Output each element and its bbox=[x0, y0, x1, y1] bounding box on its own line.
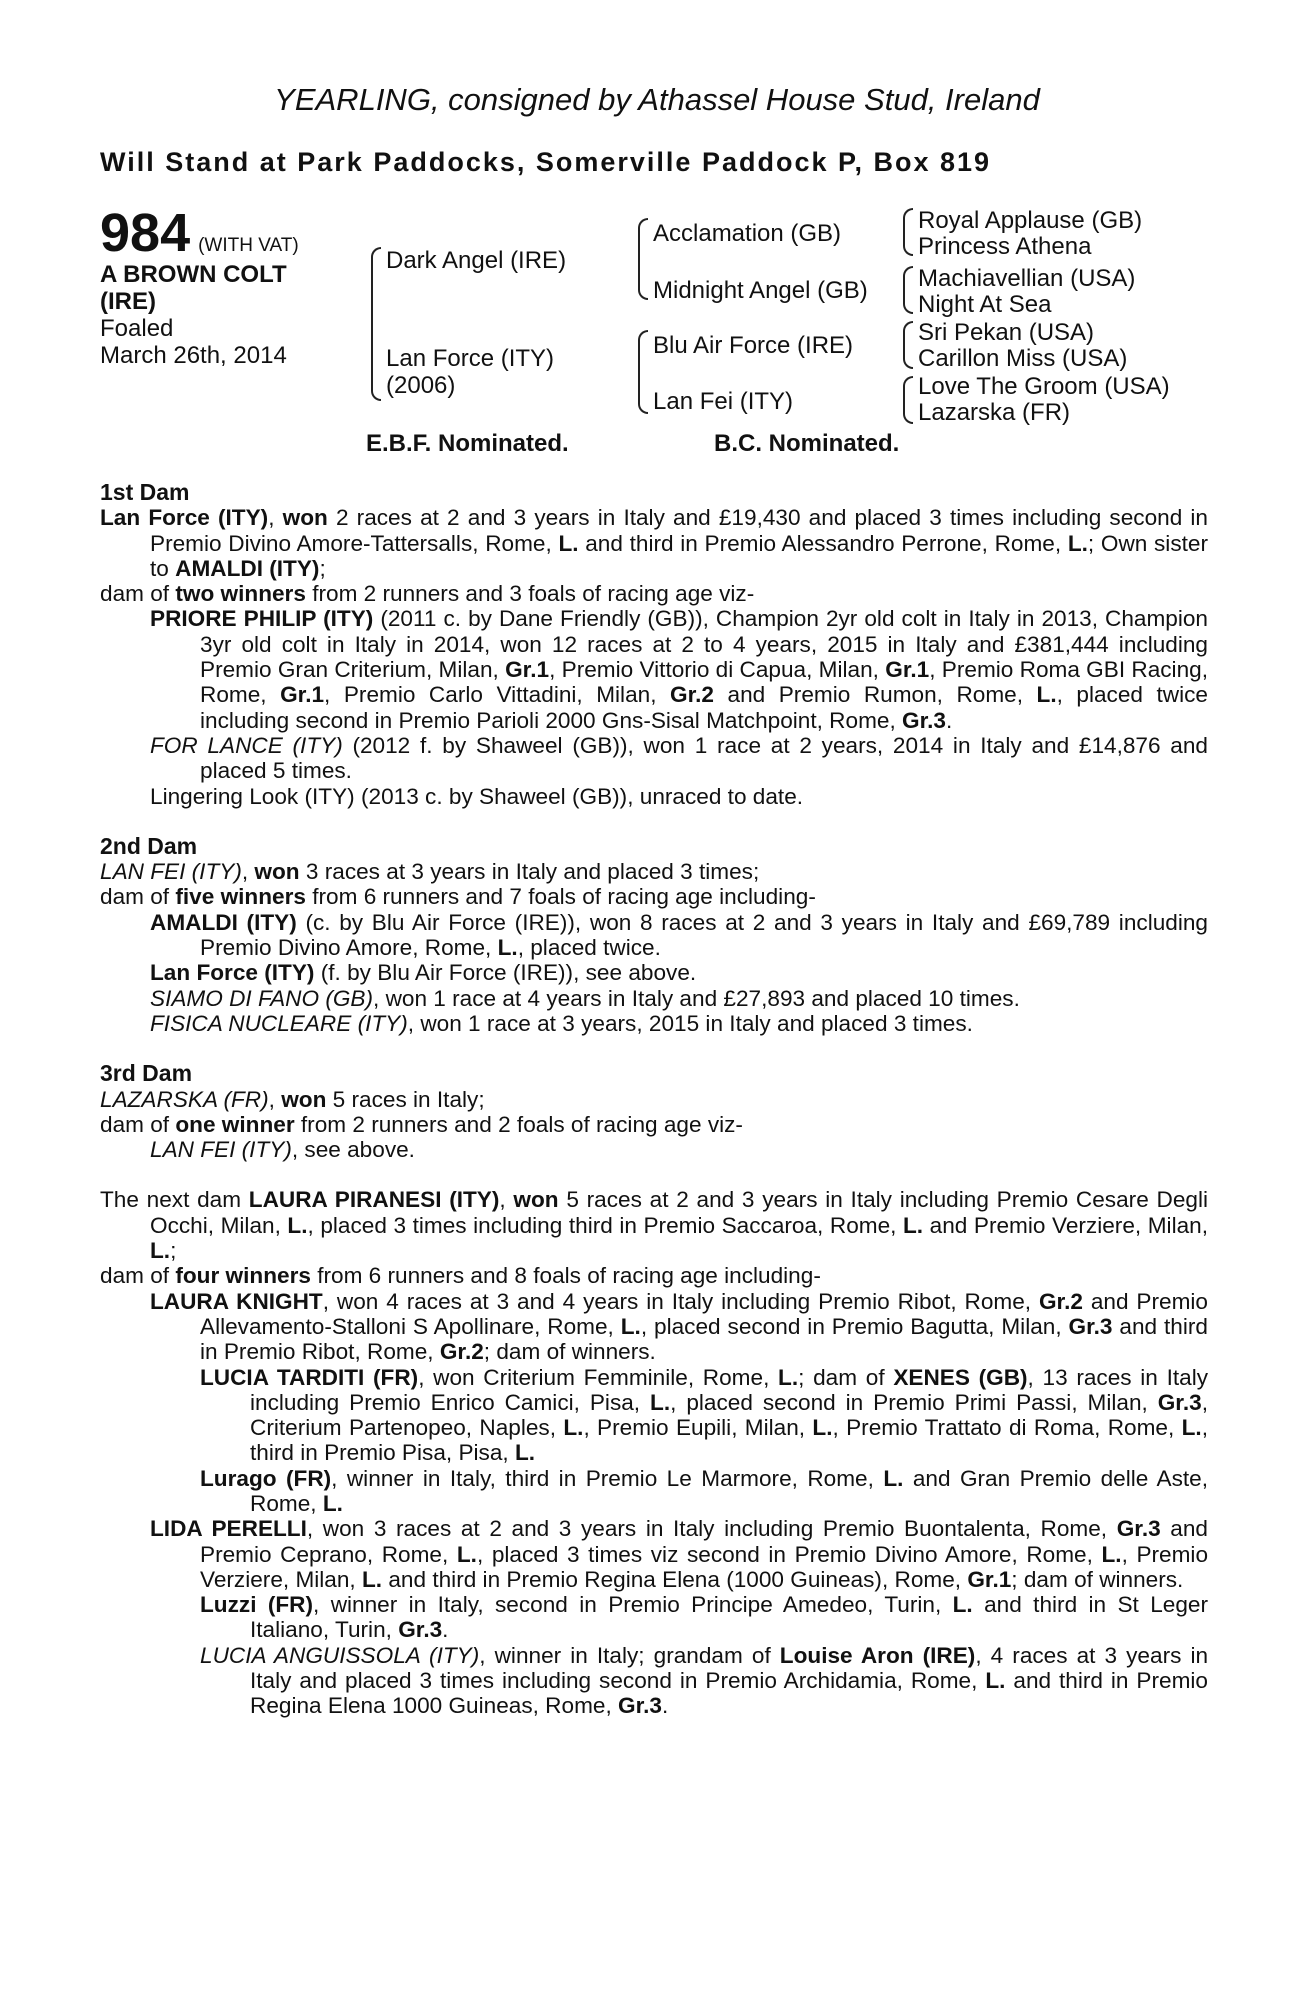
stand-location: Will Stand at Park Paddocks, Somerville Paddock P, Box 819 bbox=[100, 147, 992, 177]
sire-sire-dam: Princess Athena bbox=[918, 233, 1092, 260]
sire-dam-sire: Machiavellian (USA) bbox=[918, 265, 1136, 292]
ebf-nominated: E.B.F. Nominated. bbox=[366, 430, 569, 457]
sire-dam: Midnight Angel (GB) bbox=[653, 277, 868, 304]
produce-entry: Luzzi (FR), winner in Italy, second in Premio Principe Amedeo, Turin, L. and third in St Leger Italiano, Turin, Gr.3. bbox=[200, 1592, 1208, 1643]
pedigree-brace bbox=[903, 266, 913, 314]
produce-entry: FOR LANCE (ITY) (2012 f. by Shaweel (GB)), won 1 race at 2 years, 2014 in Italy and £14,876 and placed 5 times. bbox=[150, 732, 1208, 784]
second-dam-produce: dam of five winners from 6 runners and 7 foals of racing age including- bbox=[100, 884, 816, 910]
first-dam-heading: 1st Dam bbox=[100, 479, 190, 505]
lot-description: A BROWN COLT bbox=[100, 261, 287, 288]
produce-entry: LAN FEI (ITY), see above. bbox=[150, 1137, 415, 1163]
dam-sire: Blu Air Force (IRE) bbox=[653, 332, 854, 359]
dam-dam: Lan Fei (ITY) bbox=[653, 388, 794, 415]
third-dam-heading: 3rd Dam bbox=[100, 1060, 193, 1087]
lot-vat: (WITH VAT) bbox=[198, 235, 299, 256]
pedigree-brace bbox=[371, 247, 381, 401]
produce-entry: LUCIA TARDITI (FR), won Criterium Femminile, Rome, L.; dam of XENES (GB), 13 races in Italy including Premio Enrico Camici, Pisa, L., placed second in Premio Primi Passi, Milan, Gr.3, Criterium Partenopeo, Naples, L., Premio Eupili, Milan, L., Premio Trattato di Roma, Rome, L., third in Premio Pisa, Pisa, L. bbox=[200, 1364, 1209, 1466]
next-dam-produce: dam of four winners from 6 runners and 8 foals of racing age including- bbox=[100, 1263, 821, 1289]
dam-dam-dam: Lazarska (FR) bbox=[918, 399, 1071, 426]
dam-year: (2006) bbox=[386, 372, 456, 399]
produce-entry: FISICA NUCLEARE (ITY), won 1 race at 3 years, 2015 in Italy and placed 3 times. bbox=[150, 1010, 973, 1036]
sire-sire-sire: Royal Applause (GB) bbox=[918, 207, 1143, 234]
consignment-line: YEARLING, consigned by Athassel House Stud, Ireland bbox=[274, 82, 1040, 117]
sire-sire: Acclamation (GB) bbox=[653, 220, 842, 247]
lot-info bbox=[100, 205, 360, 369]
sire-dam-dam: Night At Sea bbox=[918, 291, 1052, 318]
pedigree-brace bbox=[903, 376, 913, 424]
produce-entry: PRIORE PHILIP (ITY) (2011 c. by Dane Friendly (GB)), Champion 2yr old colt in Italy in 2013, Champion 3yr old colt in Italy in 2014, won 12 races at 2 to 4 years, 2015 in Italy and £381,444 including Premio Gran Criterium, Milan, Gr.1, Premio Vittorio di Capua, Milan, Gr.1, Premio Roma GBI Racing, Rome, Gr.1, Premio Carlo Vittadini, Milan, Gr.2 and Premio Rumon, Rome, L., placed twice including second in Premio Parioli 2000 Gns-Sisal Matchpoint, Rome, Gr.3. bbox=[150, 606, 1208, 733]
bc-nominated: B.C. Nominated. bbox=[714, 430, 900, 457]
second-dam-heading: 2nd Dam bbox=[100, 832, 198, 859]
lot-number: 984 bbox=[100, 203, 191, 263]
first-dam-record: Lan Force (ITY), won 2 races at 2 and 3 years in Italy and £19,430 and placed 3 times including second in Premio Divino Amore-Tattersalls, Rome, L. and third in Premio Alessandro Perrone, Rome, L.; Own sister to AMALDI (ITY); bbox=[100, 505, 1209, 581]
third-dam-produce: dam of one winner from 2 runners and 2 foals of racing age viz- bbox=[100, 1111, 743, 1137]
first-dam-produce: dam of two winners from 2 runners and 3 foals of racing age viz- bbox=[100, 581, 755, 607]
produce-entry: SIAMO DI FANO (GB), won 1 race at 4 years in Italy and £27,893 and placed 10 times. bbox=[150, 985, 1020, 1011]
lot-origin: (IRE) bbox=[100, 288, 156, 315]
produce-entry: AMALDI (ITY) (c. by Blu Air Force (IRE)), won 8 races at 2 and 3 years in Italy and £69,789 including Premio Divino Amore, Rome, L., placed twice. bbox=[150, 909, 1208, 961]
foaled-date: March 26th, 2014 bbox=[100, 342, 287, 369]
produce-entry: Lingering Look (ITY) (2013 c. by Shaweel (GB)), unraced to date. bbox=[150, 783, 804, 809]
produce-entry: Lurago (FR), winner in Italy, third in Premio Le Marmore, Rome, L. and Gran Premio delle Aste, Rome, L. bbox=[200, 1465, 1208, 1516]
produce-entry: LUCIA ANGUISSOLA (ITY), winner in Italy; grandam of Louise Aron (IRE), 4 races at 3 years in Italy and placed 3 times including second in Premio Archidamia, Rome, L. and third in Premio Regina Elena 1000 Guineas, Rome, Gr.3. bbox=[200, 1642, 1209, 1719]
third-dam-record: LAZARSKA (FR), won 5 races in Italy; bbox=[100, 1086, 485, 1112]
dam-sire-sire: Sri Pekan (USA) bbox=[918, 319, 1095, 346]
sire: Dark Angel (IRE) bbox=[386, 247, 567, 274]
dam-dam-sire: Love The Groom (USA) bbox=[918, 373, 1170, 400]
pedigree-brace bbox=[903, 208, 913, 256]
produce-entry: Lan Force (ITY) (f. by Blu Air Force (IRE)), see above. bbox=[150, 960, 697, 986]
second-dam-record: LAN FEI (ITY), won 3 races at 3 years in Italy and placed 3 times; bbox=[100, 859, 760, 885]
foaled-label: Foaled bbox=[100, 315, 174, 342]
pedigree-brace bbox=[903, 321, 913, 369]
produce-entry: LIDA PERELLI, won 3 races at 2 and 3 years in Italy including Premio Buontalenta, Rome, Gr.3 and Premio Ceprano, Rome, L., placed 3 times viz second in Premio Divino Amore, Rome, L., Premio Verziere, Milan, L. and third in Premio Regina Elena (1000 Guineas), Rome, Gr.1; dam of winners. bbox=[150, 1516, 1209, 1592]
catalogue-body bbox=[100, 480, 1208, 1719]
produce-entry: LAURA KNIGHT, won 4 races at 3 and 4 years in Italy including Premio Ribot, Rome, Gr.2 and Premio Allevamento-Stalloni S Apollinare, Rome, L., placed second in Premio Bagutta, Milan, Gr.3 and third in Premio Ribot, Rome, Gr.2; dam of winners. bbox=[150, 1288, 1208, 1365]
pedigree-brace bbox=[638, 218, 648, 300]
dam-sire-dam: Carillon Miss (USA) bbox=[918, 345, 1128, 372]
dam: Lan Force (ITY) bbox=[386, 345, 555, 372]
pedigree-brace bbox=[638, 330, 648, 414]
next-dam-record: The next dam LAURA PIRANESI (ITY), won 5 races at 2 and 3 years in Italy including Premio Cesare Degli Occhi, Milan, L., placed 3 times including third in Premio Saccaroa, Rome, L. and Premio Verziere, Milan, L.; bbox=[100, 1187, 1208, 1264]
